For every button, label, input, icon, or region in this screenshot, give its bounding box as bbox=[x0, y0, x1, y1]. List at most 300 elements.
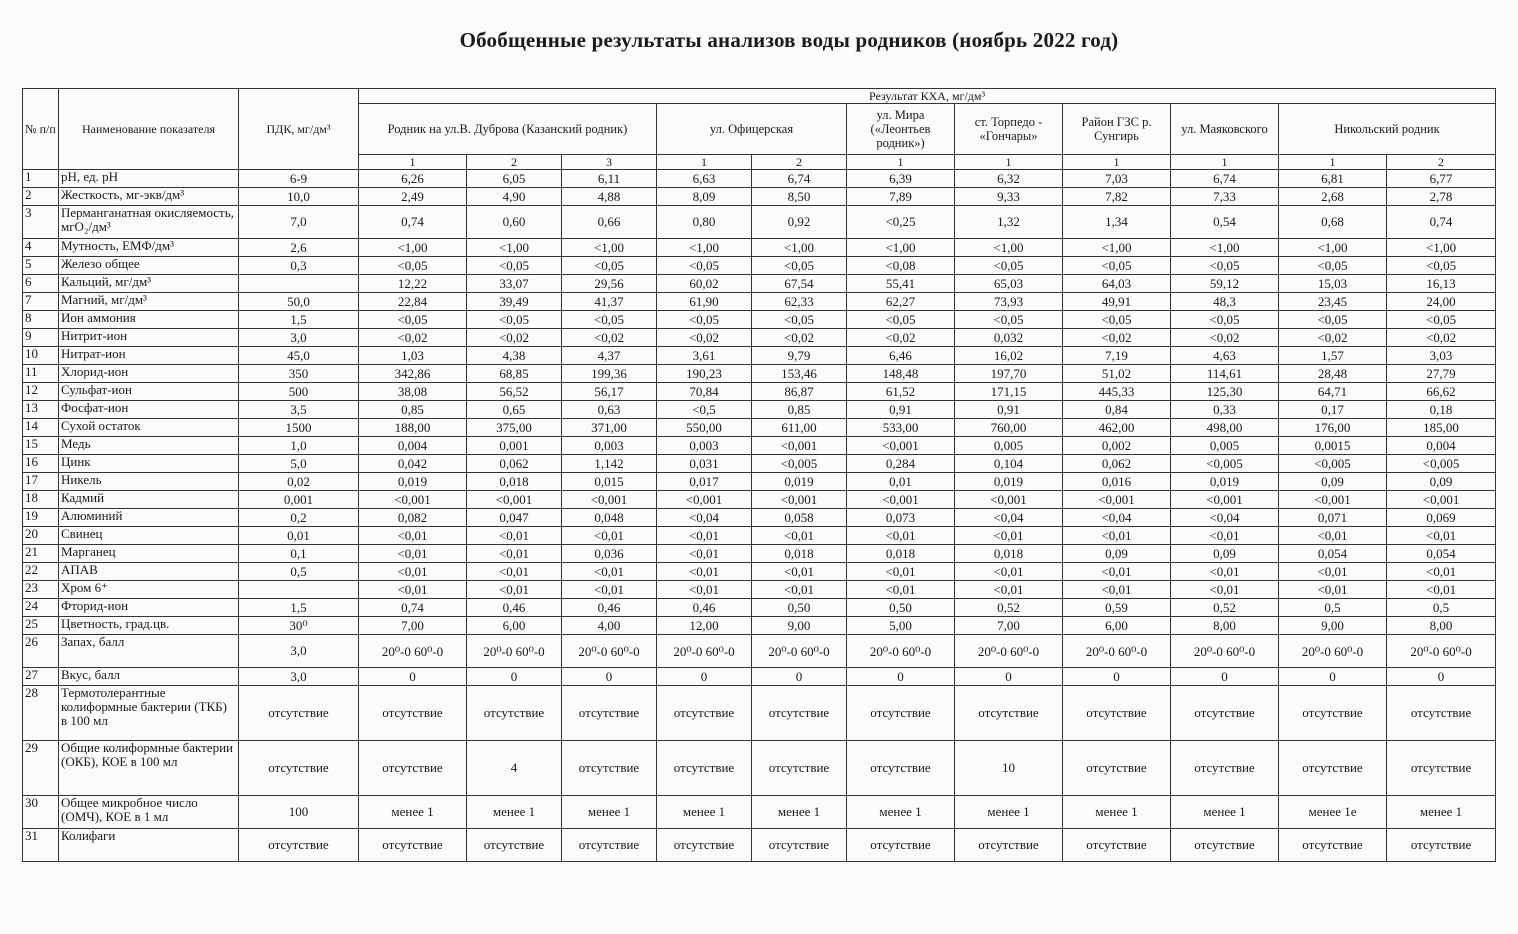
result-cell: 0,032 bbox=[955, 329, 1063, 347]
result-cell: 7,89 bbox=[847, 188, 955, 206]
result-cell: <0,08 bbox=[847, 257, 955, 275]
indicator-name: Вкус, балл bbox=[59, 668, 239, 686]
result-cell: менее 1 bbox=[562, 796, 657, 829]
result-cell: 0,09 bbox=[1279, 473, 1387, 491]
result-cell: <0,01 bbox=[562, 527, 657, 545]
result-cell: 7,82 bbox=[1063, 188, 1171, 206]
pdk-value: 10,0 bbox=[239, 188, 359, 206]
result-cell: 2,49 bbox=[359, 188, 467, 206]
result-cell: <1,00 bbox=[1387, 239, 1496, 257]
row-number: 4 bbox=[23, 239, 59, 257]
pdk-value: 0,1 bbox=[239, 545, 359, 563]
result-cell: 498,00 bbox=[1171, 419, 1279, 437]
result-cell: 66,62 bbox=[1387, 383, 1496, 401]
result-cell: 0,042 bbox=[359, 455, 467, 473]
result-cell: <0,02 bbox=[562, 329, 657, 347]
result-cell: отсутствие bbox=[1387, 741, 1496, 796]
indicator-name: Кальций, мг/дм³ bbox=[59, 275, 239, 293]
result-cell: 0,91 bbox=[955, 401, 1063, 419]
result-cell: <1,00 bbox=[955, 239, 1063, 257]
header-site: ул. Мира («Леонтьев родник») bbox=[847, 104, 955, 155]
result-cell: <0,05 bbox=[562, 257, 657, 275]
result-cell: 0,018 bbox=[752, 545, 847, 563]
result-cell: 0,91 bbox=[847, 401, 955, 419]
result-cell: отсутствие bbox=[752, 829, 847, 862]
result-cell: <0,02 bbox=[657, 329, 752, 347]
result-cell: <0,25 bbox=[847, 206, 955, 239]
pdk-value: 0,02 bbox=[239, 473, 359, 491]
table-row bbox=[23, 239, 1496, 257]
result-cell: отсутствие bbox=[562, 686, 657, 741]
result-cell: 0 bbox=[1387, 668, 1496, 686]
result-cell: <0,05 bbox=[1387, 311, 1496, 329]
sample-number: 2 bbox=[467, 155, 562, 170]
result-cell: отсутствие bbox=[1279, 741, 1387, 796]
result-cell: 15,03 bbox=[1279, 275, 1387, 293]
result-cell: 22,84 bbox=[359, 293, 467, 311]
row-number: 14 bbox=[23, 419, 59, 437]
result-cell: <0,05 bbox=[847, 311, 955, 329]
result-cell: 29,56 bbox=[562, 275, 657, 293]
result-cell: 20⁰-0 60⁰-0 bbox=[1171, 635, 1279, 668]
results-table bbox=[22, 88, 1496, 862]
result-cell: 188,00 bbox=[359, 419, 467, 437]
result-cell: 0,031 bbox=[657, 455, 752, 473]
result-cell: 0,09 bbox=[1387, 473, 1496, 491]
result-cell: 0,082 bbox=[359, 509, 467, 527]
result-cell: <0,001 bbox=[359, 491, 467, 509]
table-row bbox=[23, 419, 1496, 437]
pdk-value: 30⁰ bbox=[239, 617, 359, 635]
result-cell: <0,005 bbox=[1171, 455, 1279, 473]
result-cell: менее 1 bbox=[752, 796, 847, 829]
result-cell: <0,01 bbox=[1063, 527, 1171, 545]
result-cell: 73,93 bbox=[955, 293, 1063, 311]
result-cell: <0,02 bbox=[752, 329, 847, 347]
result-cell: <0,001 bbox=[1063, 491, 1171, 509]
result-cell: 20⁰-0 60⁰-0 bbox=[467, 635, 562, 668]
result-cell: 0 bbox=[955, 668, 1063, 686]
row-number: 31 bbox=[23, 829, 59, 862]
result-cell: 550,00 bbox=[657, 419, 752, 437]
result-cell: 153,46 bbox=[752, 365, 847, 383]
indicator-name: Колифаги bbox=[59, 829, 239, 862]
header-site: ул. Офицерская bbox=[657, 104, 847, 155]
row-number: 26 bbox=[23, 635, 59, 668]
pdk-value: 1,5 bbox=[239, 599, 359, 617]
result-cell: 0,18 bbox=[1387, 401, 1496, 419]
indicator-name: Кадмий bbox=[59, 491, 239, 509]
result-cell: 0,004 bbox=[1387, 437, 1496, 455]
result-cell: 0,84 bbox=[1063, 401, 1171, 419]
pdk-value bbox=[239, 275, 359, 293]
result-cell: 6,32 bbox=[955, 170, 1063, 188]
result-cell: 6,39 bbox=[847, 170, 955, 188]
result-cell: 0,09 bbox=[1063, 545, 1171, 563]
result-cell: 0,019 bbox=[955, 473, 1063, 491]
result-cell: <0,001 bbox=[467, 491, 562, 509]
result-cell: 0 bbox=[752, 668, 847, 686]
result-cell: менее 1 bbox=[1387, 796, 1496, 829]
result-cell: 61,90 bbox=[657, 293, 752, 311]
result-cell: 176,00 bbox=[1279, 419, 1387, 437]
result-cell: 0,5 bbox=[1387, 599, 1496, 617]
result-cell: 0,50 bbox=[847, 599, 955, 617]
result-cell: 0,069 bbox=[1387, 509, 1496, 527]
result-cell: <0,01 bbox=[1171, 527, 1279, 545]
result-cell: 6,00 bbox=[467, 617, 562, 635]
result-cell: <0,001 bbox=[847, 491, 955, 509]
result-cell: <0,005 bbox=[1387, 455, 1496, 473]
result-cell: 0 bbox=[1279, 668, 1387, 686]
pdk-value: 7,0 bbox=[239, 206, 359, 239]
result-cell: 6,81 bbox=[1279, 170, 1387, 188]
result-cell: <0,001 bbox=[847, 437, 955, 455]
result-cell: отсутствие bbox=[752, 741, 847, 796]
pdk-value: 3,0 bbox=[239, 668, 359, 686]
result-cell: 1,32 bbox=[955, 206, 1063, 239]
result-cell: 39,49 bbox=[467, 293, 562, 311]
result-cell: 20⁰-0 60⁰-0 bbox=[1063, 635, 1171, 668]
result-cell: 0,74 bbox=[359, 206, 467, 239]
result-cell: 0,01 bbox=[847, 473, 955, 491]
indicator-name: Ион аммония bbox=[59, 311, 239, 329]
sample-number: 1 bbox=[1171, 155, 1279, 170]
result-cell: 7,00 bbox=[359, 617, 467, 635]
result-cell: 20⁰-0 60⁰-0 bbox=[657, 635, 752, 668]
result-cell: 6,74 bbox=[1171, 170, 1279, 188]
result-cell: 1,03 bbox=[359, 347, 467, 365]
result-cell: <0,01 bbox=[657, 545, 752, 563]
table-row bbox=[23, 206, 1496, 239]
pdk-value: 1,5 bbox=[239, 311, 359, 329]
row-number: 5 bbox=[23, 257, 59, 275]
result-cell: 0,46 bbox=[657, 599, 752, 617]
table-row bbox=[23, 509, 1496, 527]
result-cell: 0,46 bbox=[467, 599, 562, 617]
result-cell: 51,02 bbox=[1063, 365, 1171, 383]
result-cell: <0,01 bbox=[752, 563, 847, 581]
row-number: 6 bbox=[23, 275, 59, 293]
result-cell: <0,01 bbox=[657, 581, 752, 599]
indicator-name: Хлорид-ион bbox=[59, 365, 239, 383]
row-number: 20 bbox=[23, 527, 59, 545]
row-number: 21 bbox=[23, 545, 59, 563]
result-cell: <0,001 bbox=[1171, 491, 1279, 509]
result-cell: 12,00 bbox=[657, 617, 752, 635]
result-cell: <0,05 bbox=[1063, 311, 1171, 329]
header-name: Наименование показателя bbox=[59, 89, 239, 170]
result-cell: 62,27 bbox=[847, 293, 955, 311]
result-cell: 4,38 bbox=[467, 347, 562, 365]
result-cell: <0,01 bbox=[1279, 563, 1387, 581]
result-cell: 6,05 bbox=[467, 170, 562, 188]
result-cell: <0,01 bbox=[467, 581, 562, 599]
row-number: 27 bbox=[23, 668, 59, 686]
result-cell: 33,07 bbox=[467, 275, 562, 293]
result-cell: 2,78 bbox=[1387, 188, 1496, 206]
pdk-value: 50,0 bbox=[239, 293, 359, 311]
result-cell: отсутствие bbox=[359, 686, 467, 741]
result-cell: <0,5 bbox=[657, 401, 752, 419]
indicator-name: Нитрит-ион bbox=[59, 329, 239, 347]
result-cell: отсутствие bbox=[467, 686, 562, 741]
result-cell: 0,001 bbox=[467, 437, 562, 455]
result-cell: <0,02 bbox=[847, 329, 955, 347]
result-cell: 0,5 bbox=[1279, 599, 1387, 617]
table-row bbox=[23, 545, 1496, 563]
indicator-name: Общие колиформные бактерии (ОКБ), КОЕ в 100 мл bbox=[59, 741, 239, 796]
result-cell: <0,05 bbox=[955, 311, 1063, 329]
indicator-name: Железо общее bbox=[59, 257, 239, 275]
row-number: 17 bbox=[23, 473, 59, 491]
table-row bbox=[23, 257, 1496, 275]
result-cell: <0,05 bbox=[1063, 257, 1171, 275]
table-row bbox=[23, 401, 1496, 419]
indicator-name: Хром 6⁺ bbox=[59, 581, 239, 599]
header-site: Родник на ул.В. Дуброва (Казанский родник) bbox=[359, 104, 657, 155]
row-number: 23 bbox=[23, 581, 59, 599]
result-cell: 38,08 bbox=[359, 383, 467, 401]
result-cell: 86,87 bbox=[752, 383, 847, 401]
result-cell: 125,30 bbox=[1171, 383, 1279, 401]
result-cell: 20⁰-0 60⁰-0 bbox=[847, 635, 955, 668]
result-cell: 0,005 bbox=[1171, 437, 1279, 455]
pdk-value: 2,6 bbox=[239, 239, 359, 257]
result-cell: менее 1 bbox=[955, 796, 1063, 829]
table-row bbox=[23, 473, 1496, 491]
result-cell: <1,00 bbox=[562, 239, 657, 257]
result-cell: менее 1 bbox=[467, 796, 562, 829]
result-cell: 55,41 bbox=[847, 275, 955, 293]
result-cell: отсутствие bbox=[1387, 686, 1496, 741]
result-cell: отсутствие bbox=[657, 741, 752, 796]
result-cell: 0,062 bbox=[467, 455, 562, 473]
result-cell: <0,01 bbox=[359, 563, 467, 581]
row-number: 16 bbox=[23, 455, 59, 473]
row-number: 25 bbox=[23, 617, 59, 635]
pdk-value: 500 bbox=[239, 383, 359, 401]
result-cell: <0,02 bbox=[1387, 329, 1496, 347]
result-cell: <0,05 bbox=[1279, 257, 1387, 275]
result-cell: <0,01 bbox=[1387, 527, 1496, 545]
result-cell: 0 bbox=[657, 668, 752, 686]
pdk-value: 350 bbox=[239, 365, 359, 383]
sample-number: 1 bbox=[1063, 155, 1171, 170]
result-cell: 148,48 bbox=[847, 365, 955, 383]
result-cell: 20⁰-0 60⁰-0 bbox=[1279, 635, 1387, 668]
result-cell: 0,003 bbox=[562, 437, 657, 455]
table-row bbox=[23, 829, 1496, 862]
result-cell: <0,01 bbox=[1387, 563, 1496, 581]
result-cell: <0,001 bbox=[1279, 491, 1387, 509]
result-cell: 0 bbox=[847, 668, 955, 686]
result-cell: 7,19 bbox=[1063, 347, 1171, 365]
result-cell: <0,04 bbox=[955, 509, 1063, 527]
result-cell: <0,01 bbox=[1387, 581, 1496, 599]
result-cell: <0,01 bbox=[1063, 563, 1171, 581]
header-pdk: ПДК, мг/дм³ bbox=[239, 89, 359, 170]
table-row bbox=[23, 796, 1496, 829]
result-cell: <1,00 bbox=[1063, 239, 1171, 257]
result-cell: <0,01 bbox=[1279, 527, 1387, 545]
sample-number: 2 bbox=[1387, 155, 1496, 170]
result-cell: <0,01 bbox=[467, 563, 562, 581]
row-number: 13 bbox=[23, 401, 59, 419]
result-cell: <0,05 bbox=[657, 311, 752, 329]
result-cell: 0,018 bbox=[847, 545, 955, 563]
pdk-value bbox=[239, 581, 359, 599]
result-cell: отсутствие bbox=[1171, 741, 1279, 796]
result-cell: 4,88 bbox=[562, 188, 657, 206]
result-cell: 445,33 bbox=[1063, 383, 1171, 401]
result-cell: отсутствие bbox=[752, 686, 847, 741]
row-number: 11 bbox=[23, 365, 59, 383]
result-cell: 24,00 bbox=[1387, 293, 1496, 311]
result-cell: 4,63 bbox=[1171, 347, 1279, 365]
result-cell: 462,00 bbox=[1063, 419, 1171, 437]
result-cell: 6,46 bbox=[847, 347, 955, 365]
result-cell: 0,019 bbox=[1171, 473, 1279, 491]
pdk-value: 3,0 bbox=[239, 329, 359, 347]
result-cell: <0,02 bbox=[1063, 329, 1171, 347]
result-cell: 64,03 bbox=[1063, 275, 1171, 293]
result-cell: 0,284 bbox=[847, 455, 955, 473]
result-cell: 41,37 bbox=[562, 293, 657, 311]
indicator-name: Магний, мг/дм³ bbox=[59, 293, 239, 311]
result-cell: 0,63 bbox=[562, 401, 657, 419]
result-cell: отсутствие bbox=[847, 741, 955, 796]
result-cell: 0,52 bbox=[955, 599, 1063, 617]
row-number: 12 bbox=[23, 383, 59, 401]
result-cell: 9,00 bbox=[752, 617, 847, 635]
indicator-name: Запах, балл bbox=[59, 635, 239, 668]
result-cell: отсутствие bbox=[1063, 829, 1171, 862]
result-cell: 60,02 bbox=[657, 275, 752, 293]
pdk-value: 1,0 bbox=[239, 437, 359, 455]
result-cell: 64,71 bbox=[1279, 383, 1387, 401]
result-cell: <0,01 bbox=[562, 563, 657, 581]
result-cell: 371,00 bbox=[562, 419, 657, 437]
row-number: 29 bbox=[23, 741, 59, 796]
result-cell: отсутствие bbox=[657, 686, 752, 741]
pdk-value: 5,0 bbox=[239, 455, 359, 473]
result-cell: <0,05 bbox=[1387, 257, 1496, 275]
table-row bbox=[23, 668, 1496, 686]
pdk-value: 0,5 bbox=[239, 563, 359, 581]
result-cell: менее 1 bbox=[847, 796, 955, 829]
pdk-value: отсутствие bbox=[239, 686, 359, 741]
indicator-name: Медь bbox=[59, 437, 239, 455]
result-cell: <0,001 bbox=[752, 491, 847, 509]
result-cell: 0,52 bbox=[1171, 599, 1279, 617]
result-cell: отсутствие bbox=[467, 829, 562, 862]
sample-number: 1 bbox=[359, 155, 467, 170]
result-cell: 0,019 bbox=[752, 473, 847, 491]
result-cell: 8,09 bbox=[657, 188, 752, 206]
result-cell: 197,70 bbox=[955, 365, 1063, 383]
sample-number: 2 bbox=[752, 155, 847, 170]
pdk-value: 6-9 bbox=[239, 170, 359, 188]
result-cell: <0,01 bbox=[562, 581, 657, 599]
result-cell: 23,45 bbox=[1279, 293, 1387, 311]
result-cell: 6,77 bbox=[1387, 170, 1496, 188]
result-cell: <0,01 bbox=[955, 581, 1063, 599]
row-number: 24 bbox=[23, 599, 59, 617]
sample-number: 1 bbox=[847, 155, 955, 170]
result-cell: 0,019 bbox=[359, 473, 467, 491]
table-row bbox=[23, 437, 1496, 455]
table-row bbox=[23, 365, 1496, 383]
result-cell: 20⁰-0 60⁰-0 bbox=[562, 635, 657, 668]
result-cell: <0,05 bbox=[752, 257, 847, 275]
pdk-value: 3,5 bbox=[239, 401, 359, 419]
result-cell: отсутствие bbox=[562, 741, 657, 796]
result-cell: <0,05 bbox=[359, 257, 467, 275]
result-cell: <0,01 bbox=[467, 527, 562, 545]
result-cell: <0,01 bbox=[359, 581, 467, 599]
result-cell: <0,05 bbox=[467, 257, 562, 275]
result-cell: 0,004 bbox=[359, 437, 467, 455]
result-cell: 8,50 bbox=[752, 188, 847, 206]
result-cell: 68,85 bbox=[467, 365, 562, 383]
indicator-name: Нитрат-ион bbox=[59, 347, 239, 365]
result-cell: отсутствие bbox=[1063, 686, 1171, 741]
indicator-name: Свинец bbox=[59, 527, 239, 545]
result-cell: <0,05 bbox=[467, 311, 562, 329]
header-site: Район ГЗС р. Сунгирь bbox=[1063, 104, 1171, 155]
result-cell: <0,04 bbox=[1171, 509, 1279, 527]
pdk-value: 0,01 bbox=[239, 527, 359, 545]
result-cell: <0,01 bbox=[1171, 563, 1279, 581]
result-cell: 1,57 bbox=[1279, 347, 1387, 365]
result-cell: 171,15 bbox=[955, 383, 1063, 401]
result-cell: <1,00 bbox=[467, 239, 562, 257]
result-cell: 0,048 bbox=[562, 509, 657, 527]
result-cell: <0,01 bbox=[467, 545, 562, 563]
result-cell: отсутствие bbox=[955, 686, 1063, 741]
result-cell: <0,01 bbox=[1279, 581, 1387, 599]
indicator-name: АПАВ bbox=[59, 563, 239, 581]
table-row bbox=[23, 170, 1496, 188]
result-cell: 9,00 bbox=[1279, 617, 1387, 635]
indicator-name: Перманганатная окисляемость, мгО₂/дм³ bbox=[59, 206, 239, 239]
indicator-name: Жесткость, мг-экв/дм³ bbox=[59, 188, 239, 206]
table-row bbox=[23, 275, 1496, 293]
document-title: Обобщенные результаты анализов воды родников (ноябрь 2022 год) bbox=[459, 28, 1119, 52]
sample-number: 1 bbox=[1279, 155, 1387, 170]
result-cell: 6,11 bbox=[562, 170, 657, 188]
result-cell: 6,63 bbox=[657, 170, 752, 188]
result-cell: <0,05 bbox=[1171, 311, 1279, 329]
result-cell: <0,01 bbox=[359, 545, 467, 563]
result-cell: 0,005 bbox=[955, 437, 1063, 455]
pdk-value: 0,001 bbox=[239, 491, 359, 509]
table-row bbox=[23, 563, 1496, 581]
result-cell: 0,66 bbox=[562, 206, 657, 239]
result-cell: отсутствие bbox=[847, 829, 955, 862]
result-cell: 0 bbox=[359, 668, 467, 686]
table-row bbox=[23, 617, 1496, 635]
result-cell: 0,92 bbox=[752, 206, 847, 239]
result-cell: <0,01 bbox=[752, 581, 847, 599]
result-cell: 3,61 bbox=[657, 347, 752, 365]
result-cell: 0,80 bbox=[657, 206, 752, 239]
result-cell: 0,50 bbox=[752, 599, 847, 617]
result-cell: 0 bbox=[1063, 668, 1171, 686]
pdk-value: 0,2 bbox=[239, 509, 359, 527]
result-cell: <0,04 bbox=[1063, 509, 1171, 527]
